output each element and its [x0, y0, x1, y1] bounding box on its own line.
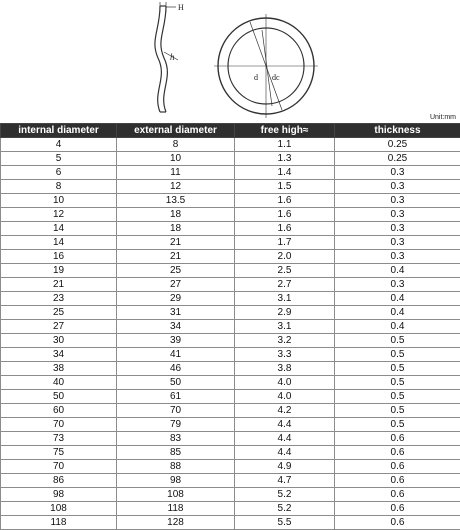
table-row	[1, 404, 460, 418]
washer-side-profile	[155, 2, 178, 112]
internal-diameter-cell: 38	[1, 362, 117, 376]
external-diameter-cell: 108	[117, 488, 235, 502]
thickness-label: H	[178, 3, 184, 12]
table-row	[1, 432, 460, 446]
height-label: h	[170, 52, 175, 62]
internal-diameter-cell: 70	[1, 460, 117, 474]
external-diameter-cell: 70	[117, 404, 235, 418]
table-row	[1, 320, 460, 334]
free-high-cell: 5.2	[235, 488, 335, 502]
thickness-cell: 0.25	[335, 152, 460, 166]
table-row	[1, 194, 460, 208]
external-diameter-cell: 118	[117, 502, 235, 516]
table-row	[1, 236, 460, 250]
thickness-cell: 0.5	[335, 362, 460, 376]
unit-label: Unit:mm	[430, 114, 456, 121]
external-diameter-cell: 85	[117, 446, 235, 460]
external-diameter-cell: 41	[117, 348, 235, 362]
internal-diameter-cell: 70	[1, 418, 117, 432]
table-row	[1, 516, 460, 530]
external-diameter-cell: 34	[117, 320, 235, 334]
external-diameter-cell: 21	[117, 236, 235, 250]
external-diameter-cell: 83	[117, 432, 235, 446]
free-high-cell: 1.4	[235, 166, 335, 180]
internal-diameter-cell: 21	[1, 278, 117, 292]
thickness-cell: 0.5	[335, 334, 460, 348]
external-diameter-cell: 29	[117, 292, 235, 306]
internal-diameter-cell: 8	[1, 180, 117, 194]
external-diameter-cell: 11	[117, 166, 235, 180]
thickness-cell: 0.6	[335, 432, 460, 446]
thickness-cell: 0.3	[335, 180, 460, 194]
table-row	[1, 292, 460, 306]
table-row	[1, 152, 460, 166]
thickness-cell: 0.3	[335, 166, 460, 180]
free-high-cell: 4.0	[235, 390, 335, 404]
thickness-cell: 0.6	[335, 460, 460, 474]
internal-diameter-cell: 118	[1, 516, 117, 530]
thickness-cell: 0.4	[335, 292, 460, 306]
table-row	[1, 264, 460, 278]
table-row	[1, 502, 460, 516]
free-high-cell: 4.0	[235, 376, 335, 390]
thickness-cell: 0.5	[335, 348, 460, 362]
free-high-cell: 1.6	[235, 194, 335, 208]
thickness-cell: 0.25	[335, 138, 460, 152]
external-diameter-cell: 88	[117, 460, 235, 474]
external-diameter-cell: 128	[117, 516, 235, 530]
internal-diameter-cell: 19	[1, 264, 117, 278]
header-row	[1, 124, 460, 138]
header-internal-diameter: internal diameter	[1, 124, 117, 138]
table-row	[1, 474, 460, 488]
internal-diameter-cell: 6	[1, 166, 117, 180]
internal-diameter-cell: 10	[1, 194, 117, 208]
thickness-cell: 0.3	[335, 208, 460, 222]
thickness-cell: 0.6	[335, 446, 460, 460]
external-diameter-cell: 12	[117, 180, 235, 194]
table-row	[1, 488, 460, 502]
external-diameter-cell: 25	[117, 264, 235, 278]
free-high-cell: 3.3	[235, 348, 335, 362]
thickness-cell: 0.3	[335, 222, 460, 236]
free-high-cell: 3.2	[235, 334, 335, 348]
free-high-cell: 3.8	[235, 362, 335, 376]
free-high-cell: 1.3	[235, 152, 335, 166]
internal-diameter-cell: 14	[1, 236, 117, 250]
internal-diameter-cell: 4	[1, 138, 117, 152]
table-row	[1, 222, 460, 236]
free-high-cell: 2.9	[235, 306, 335, 320]
internal-diameter-cell: 27	[1, 320, 117, 334]
external-diameter-cell: 18	[117, 222, 235, 236]
internal-diameter-cell: 25	[1, 306, 117, 320]
free-high-cell: 4.4	[235, 432, 335, 446]
thickness-cell: 0.3	[335, 194, 460, 208]
free-high-cell: 1.5	[235, 180, 335, 194]
free-high-cell: 3.1	[235, 292, 335, 306]
internal-diameter-cell: 60	[1, 404, 117, 418]
free-high-cell: 5.2	[235, 502, 335, 516]
thickness-cell: 0.6	[335, 488, 460, 502]
thickness-cell: 0.4	[335, 306, 460, 320]
free-high-cell: 3.1	[235, 320, 335, 334]
external-diameter-cell: 46	[117, 362, 235, 376]
header-free-high: free high≈	[235, 124, 335, 138]
thickness-cell: 0.4	[335, 320, 460, 334]
external-diameter-cell: 98	[117, 474, 235, 488]
free-high-cell: 2.7	[235, 278, 335, 292]
internal-diameter-cell: 73	[1, 432, 117, 446]
free-high-cell: 4.2	[235, 404, 335, 418]
external-diameter-cell: 13.5	[117, 194, 235, 208]
internal-diameter-cell: 75	[1, 446, 117, 460]
internal-diameter-cell: 34	[1, 348, 117, 362]
table-row	[1, 376, 460, 390]
thickness-cell: 0.5	[335, 404, 460, 418]
internal-diameter-cell: 16	[1, 250, 117, 264]
header-external-diameter: external diameter	[117, 124, 235, 138]
thickness-cell: 0.5	[335, 418, 460, 432]
table-row	[1, 306, 460, 320]
internal-diameter-cell: 108	[1, 502, 117, 516]
free-high-cell: 4.4	[235, 418, 335, 432]
free-high-cell: 5.5	[235, 516, 335, 530]
washer-technical-drawing	[0, 0, 460, 118]
free-high-cell: 4.4	[235, 446, 335, 460]
external-diameter-cell: 31	[117, 306, 235, 320]
thickness-cell: 0.3	[335, 250, 460, 264]
external-diameter-cell: 27	[117, 278, 235, 292]
external-diameter-cell: 10	[117, 152, 235, 166]
outer-diameter-label: dc	[272, 73, 280, 82]
table-row	[1, 278, 460, 292]
external-diameter-cell: 39	[117, 334, 235, 348]
internal-diameter-cell: 98	[1, 488, 117, 502]
external-diameter-cell: 50	[117, 376, 235, 390]
thickness-cell: 0.6	[335, 474, 460, 488]
table-row	[1, 334, 460, 348]
thickness-cell: 0.3	[335, 236, 460, 250]
thickness-cell: 0.6	[335, 516, 460, 530]
internal-diameter-cell: 50	[1, 390, 117, 404]
external-diameter-cell: 79	[117, 418, 235, 432]
table-row	[1, 250, 460, 264]
table-row	[1, 180, 460, 194]
table-row	[1, 138, 460, 152]
table-row	[1, 418, 460, 432]
free-high-cell: 2.0	[235, 250, 335, 264]
free-high-cell: 2.5	[235, 264, 335, 278]
external-diameter-cell: 8	[117, 138, 235, 152]
washer-top-view	[214, 14, 318, 118]
header-thickness: thickness	[335, 124, 460, 138]
free-high-cell: 1.7	[235, 236, 335, 250]
table-row	[1, 460, 460, 474]
internal-diameter-cell: 40	[1, 376, 117, 390]
internal-diameter-cell: 30	[1, 334, 117, 348]
thickness-cell: 0.5	[335, 376, 460, 390]
internal-diameter-cell: 5	[1, 152, 117, 166]
thickness-cell: 0.6	[335, 502, 460, 516]
table-row	[1, 362, 460, 376]
table-row	[1, 390, 460, 404]
table-row	[1, 348, 460, 362]
thickness-cell: 0.3	[335, 278, 460, 292]
free-high-cell: 1.6	[235, 208, 335, 222]
table-row	[1, 166, 460, 180]
internal-diameter-cell: 86	[1, 474, 117, 488]
internal-diameter-cell: 14	[1, 222, 117, 236]
internal-diameter-cell: 12	[1, 208, 117, 222]
free-high-cell: 1.6	[235, 222, 335, 236]
internal-diameter-cell: 23	[1, 292, 117, 306]
specification-table	[0, 123, 460, 530]
external-diameter-cell: 18	[117, 208, 235, 222]
external-diameter-cell: 21	[117, 250, 235, 264]
free-high-cell: 4.7	[235, 474, 335, 488]
free-high-cell: 4.9	[235, 460, 335, 474]
free-high-cell: 1.1	[235, 138, 335, 152]
external-diameter-cell: 61	[117, 390, 235, 404]
table-row	[1, 446, 460, 460]
inner-diameter-label: d	[254, 73, 258, 82]
thickness-cell: 0.4	[335, 264, 460, 278]
table-row	[1, 208, 460, 222]
thickness-cell: 0.5	[335, 390, 460, 404]
